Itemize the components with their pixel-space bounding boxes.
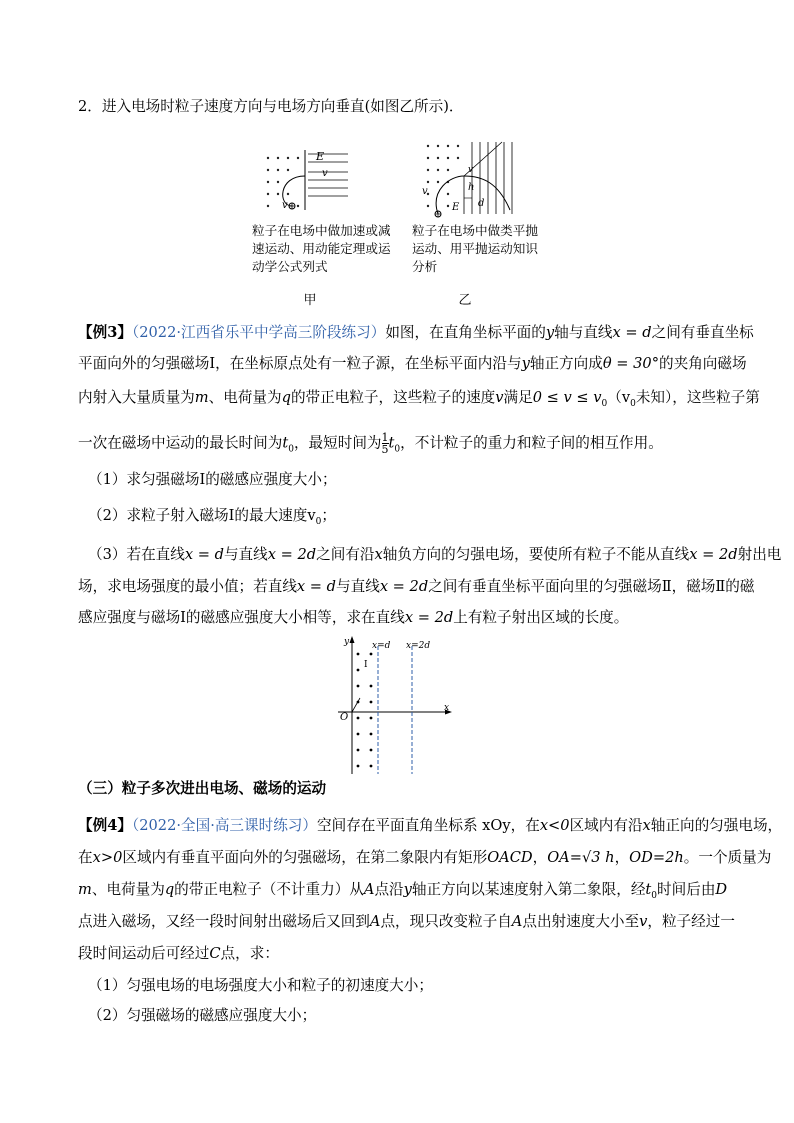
jia-label-E: E bbox=[316, 150, 325, 163]
jia-label-v-bottom: v bbox=[282, 200, 288, 211]
example4-line-2: 在x>0区域内有垂直平面向外的匀强磁场，在第二象限内有矩形OACD，OA=√3 h，OD=2h。一个质量为 bbox=[78, 849, 772, 866]
example4-source: （2022·全国·高三课时练习） bbox=[131, 817, 317, 834]
yi-label-h: h bbox=[468, 182, 475, 193]
yi-caption-1: 粒子在电场中做类平抛 bbox=[412, 223, 538, 238]
example3-q3-line-2: 场，求电场强度的最小值；若直线x = d与直线x = 2d之间有垂直坐标平面向里的匀强磁场Ⅱ，磁场Ⅱ的磁 bbox=[78, 578, 755, 595]
example4-tag: 【例4】 bbox=[78, 817, 132, 834]
figure-jia bbox=[250, 148, 390, 218]
yi-label-v0: v bbox=[468, 165, 474, 175]
yi-label-d: d bbox=[478, 198, 485, 209]
figure-yi-label: 乙 bbox=[458, 293, 472, 308]
jia-caption-2: 速运动、用动能定理或运 bbox=[252, 241, 391, 256]
axes-label-xd: x=d bbox=[372, 641, 391, 651]
axes-label-origin: O bbox=[340, 712, 349, 723]
example3-q3-line-1: （3）若在直线x = d与直线x = 2d之间有沿x轴负方向的匀强电场，要使所有粒子不能从直线x = 2d射出电 bbox=[88, 546, 782, 563]
example4-line-1: 【例4】（2022·全国·高三课时练习）空间存在平面直角坐标系 xOy，在x<0区域内有沿x轴正向的匀强电场， bbox=[78, 817, 783, 834]
jia-label-v-top: v bbox=[322, 168, 328, 179]
example4-line-4: 点进入磁场，又经一段时间射出磁场后又回到A点，现只改变粒子自A点出射速度大小至v，粒子经过一 bbox=[78, 913, 735, 930]
example3-line-1: 【例3】（2022·江西省乐平中学高三阶段练习）如图，在直角坐标平面的y轴与直线x = d之间有垂直坐标 bbox=[78, 324, 754, 341]
example4-line-5: 段时间运动后可经过C点，求： bbox=[78, 945, 279, 962]
axes-label-y: y bbox=[344, 637, 350, 647]
figure-axes-diagram bbox=[330, 634, 460, 774]
example3-q1: （1）求匀强磁场Ⅰ的磁感应强度大小； bbox=[88, 471, 337, 488]
example3-q2: （2）求粒子射入磁场Ⅰ的最大速度$v_0$； bbox=[88, 507, 336, 527]
axes-label-region-I: Ⅰ bbox=[364, 660, 368, 670]
figure-jia-diagram bbox=[250, 148, 390, 218]
section-2-text: 2．进入电场时粒子速度方向与电场方向垂直(如图乙所示)． bbox=[78, 98, 464, 115]
axes-label-x: x bbox=[444, 703, 450, 713]
section-3-heading: （三）粒子多次进出电场、磁场的运动 bbox=[78, 780, 327, 797]
figure-jia-label: 甲 bbox=[303, 293, 317, 308]
yi-caption-2: 运动、用平抛运动知识 bbox=[412, 241, 538, 256]
example3-q3-line-3: 感应强度与磁场Ⅰ的磁感应强度大小相等，求在直线x = 2d上有粒子射出区域的长度。 bbox=[78, 609, 629, 626]
fraction-1-5: $\frac{1}{5}$ bbox=[381, 431, 389, 456]
yi-caption-3: 分析 bbox=[412, 259, 438, 274]
example4-q1: （1）匀强电场的电场强度大小和粒子的初速度大小； bbox=[88, 977, 433, 994]
example4-q2: （2）匀强磁场的磁感应强度大小； bbox=[88, 1007, 317, 1024]
example3-tag: 【例3】 bbox=[78, 324, 132, 341]
example3-source: （2022·江西省乐平中学高三阶段练习） bbox=[131, 324, 386, 341]
axes-label-x2d: x=2d bbox=[406, 641, 431, 651]
jia-caption-3: 动学公式列式 bbox=[252, 259, 328, 274]
jia-caption-1: 粒子在电场中做加速或减 bbox=[252, 223, 391, 238]
example3-line-4: 一次在磁场中运动的最长时间为$t_0$，最短时间为 $\frac{1}{5}$ $t_0$，不计粒子的重力和粒子间的相互作用。 bbox=[78, 431, 663, 456]
example3-line-3: 内射入大量质量为m、电荷量为q的带正电粒子，这些粒子的速度v满足$0 \le v \le v_0(v_0$未知），这些粒子第 bbox=[78, 389, 760, 409]
yi-label-E: E bbox=[452, 202, 460, 213]
figure-axes bbox=[330, 634, 460, 774]
example3-line-2: 平面向外的匀强磁场Ⅰ，在坐标原点处有一粒子源，在坐标平面内沿与y轴正方向成θ = 30°的夹角向磁场 bbox=[78, 355, 747, 372]
example4-line-3: m、电荷量为q的带正电粒子（不计重力）从A点沿y轴正方向以某速度射入第二象限，经$t_0$时间后由D bbox=[78, 881, 728, 901]
figure-yi bbox=[410, 140, 525, 220]
figure-yi-diagram bbox=[410, 140, 525, 220]
yi-label-v: v bbox=[422, 186, 428, 197]
